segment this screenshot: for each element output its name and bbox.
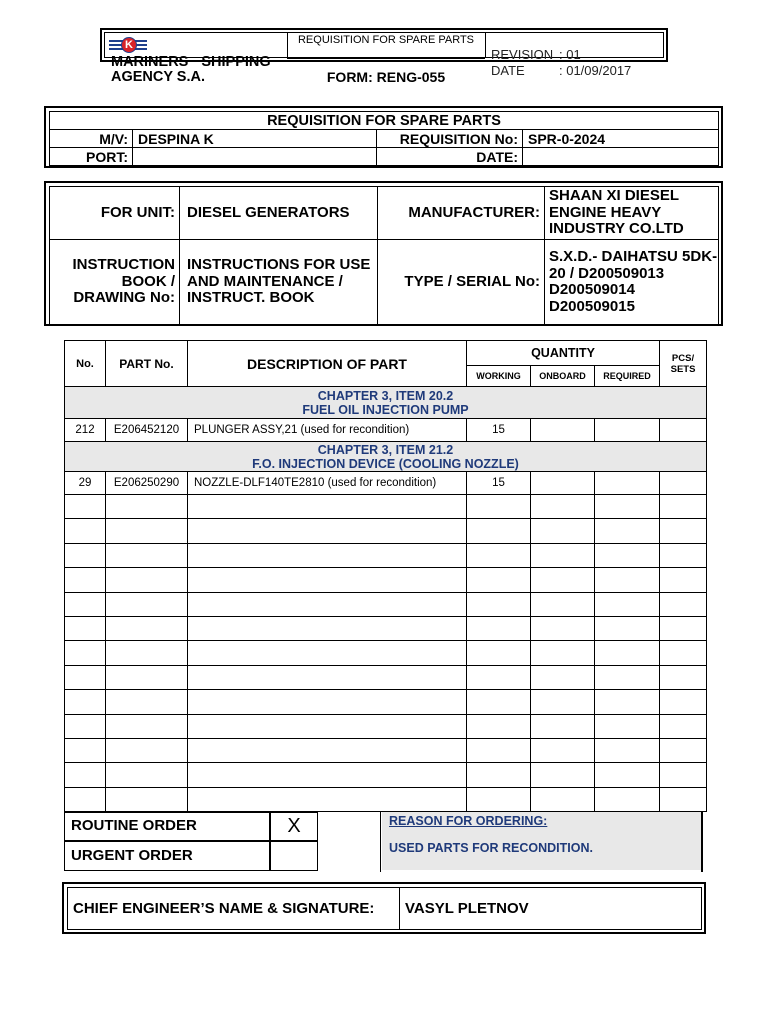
cell-part-no[interactable]: [106, 616, 188, 640]
cell-pcs-sets[interactable]: [660, 787, 707, 811]
cell-onboard[interactable]: [531, 419, 595, 442]
cell-part-no[interactable]: [106, 543, 188, 567]
cell-part-no[interactable]: [106, 690, 188, 714]
cell-part-no[interactable]: [106, 592, 188, 616]
cell-pcs-sets[interactable]: [660, 616, 707, 640]
cell-onboard[interactable]: [531, 665, 595, 689]
cell-required[interactable]: [595, 472, 660, 495]
table-row: [65, 592, 707, 616]
table-row: [65, 763, 707, 787]
urgent-order-label: URGENT ORDER: [64, 841, 270, 871]
requisition-box: [44, 106, 723, 168]
order-section: [64, 812, 706, 872]
company-cell: [105, 33, 288, 85]
cell-pcs-sets[interactable]: [660, 543, 707, 567]
chapter-heading: CHAPTER 3, ITEM 20.2 FUEL OIL INJECTION PUMP: [65, 387, 707, 419]
cell-no[interactable]: 212: [65, 419, 106, 442]
mv-value[interactable]: DESPINA K: [133, 130, 377, 148]
form-title-cell: [287, 33, 486, 85]
for-unit-label: FOR UNIT:: [50, 187, 180, 240]
cell-working[interactable]: 15: [467, 472, 531, 495]
date-row: DATE : 01/09/2017: [491, 63, 632, 78]
cell-no[interactable]: [65, 495, 106, 519]
cell-onboard[interactable]: [531, 690, 595, 714]
cell-required[interactable]: [595, 763, 660, 787]
cell-no[interactable]: [65, 519, 106, 543]
cell-onboard[interactable]: [531, 495, 595, 519]
cell-onboard[interactable]: [531, 519, 595, 543]
urgent-order-checkbox[interactable]: [270, 841, 318, 871]
cell-no[interactable]: [65, 787, 106, 811]
cell-pcs-sets[interactable]: [660, 568, 707, 592]
cell-onboard[interactable]: [531, 616, 595, 640]
form-header: [100, 28, 668, 85]
cell-pcs-sets[interactable]: [660, 738, 707, 762]
cell-required[interactable]: [595, 419, 660, 442]
cell-part-no[interactable]: [106, 763, 188, 787]
requisition-no-value[interactable]: SPR-0-2024: [523, 130, 719, 148]
cell-working[interactable]: [467, 616, 531, 640]
port-value[interactable]: [133, 148, 377, 166]
col-part-no-header: PART No.: [106, 341, 188, 387]
cell-onboard[interactable]: [531, 543, 595, 567]
cell-part-no[interactable]: E206452120: [106, 419, 188, 442]
cell-working[interactable]: [467, 714, 531, 738]
mv-label: M/V:: [50, 130, 133, 148]
cell-working[interactable]: [467, 787, 531, 811]
cell-part-no[interactable]: [106, 568, 188, 592]
cell-description[interactable]: [188, 738, 467, 762]
col-description-header: DESCRIPTION OF PART: [188, 341, 467, 387]
cell-onboard[interactable]: [531, 763, 595, 787]
cell-onboard[interactable]: [531, 641, 595, 665]
cell-working[interactable]: [467, 641, 531, 665]
cell-description[interactable]: [188, 543, 467, 567]
cell-working[interactable]: [467, 665, 531, 689]
cell-description[interactable]: [188, 495, 467, 519]
cell-description[interactable]: [188, 519, 467, 543]
cell-no[interactable]: [65, 738, 106, 762]
cell-working[interactable]: [467, 763, 531, 787]
table-row: [65, 665, 707, 689]
cell-working[interactable]: [467, 690, 531, 714]
cell-description[interactable]: [188, 690, 467, 714]
col-quantity-header: QUANTITY: [467, 341, 660, 366]
port-label: PORT:: [50, 148, 133, 166]
cell-required[interactable]: [595, 495, 660, 519]
cell-part-no[interactable]: [106, 641, 188, 665]
cell-required[interactable]: [595, 641, 660, 665]
signature-box: [62, 882, 706, 934]
cell-pcs-sets[interactable]: [660, 519, 707, 543]
cell-part-no[interactable]: [106, 519, 188, 543]
cell-onboard[interactable]: [531, 592, 595, 616]
company-name: MARINERS SHIPPING AGENCY S.A.: [111, 54, 271, 85]
cell-part-no[interactable]: E206250290: [106, 472, 188, 495]
col-working-header: WORKING: [467, 366, 531, 387]
instruction-book-value[interactable]: INSTRUCTIONS FOR USE AND MAINTENANCE / INSTRUCT. BOOK: [180, 240, 378, 325]
cell-working[interactable]: 15: [467, 419, 531, 442]
cell-part-no[interactable]: [106, 787, 188, 811]
cell-description[interactable]: PLUNGER ASSY,21 (used for recondition): [188, 419, 467, 442]
cell-onboard[interactable]: [531, 568, 595, 592]
cell-pcs-sets[interactable]: [660, 472, 707, 495]
form-title: REQUISITION FOR SPARE PARTS: [287, 33, 485, 59]
cell-no[interactable]: [65, 592, 106, 616]
cell-part-no[interactable]: [106, 738, 188, 762]
revision-row: REVISION : 01: [491, 47, 581, 62]
type-serial-value[interactable]: S.X.D.- DAIHATSU 5DK-20 / D200509013 D200509014 D200509015: [545, 240, 719, 325]
cell-description[interactable]: [188, 568, 467, 592]
table-row: [65, 738, 707, 762]
company-logo-icon: K: [109, 37, 147, 53]
cell-required[interactable]: [595, 616, 660, 640]
cell-description[interactable]: [188, 592, 467, 616]
cell-no[interactable]: [65, 714, 106, 738]
cell-onboard[interactable]: [531, 714, 595, 738]
table-row: [65, 472, 707, 495]
table-row: [65, 568, 707, 592]
reason-value[interactable]: USED PARTS FOR RECONDITION.: [389, 841, 593, 855]
cell-onboard[interactable]: [531, 787, 595, 811]
cell-pcs-sets[interactable]: [660, 641, 707, 665]
table-row: [65, 519, 707, 543]
col-onboard-header: ONBOARD: [531, 366, 595, 387]
cell-part-no[interactable]: [106, 714, 188, 738]
cell-working[interactable]: [467, 738, 531, 762]
cell-no[interactable]: [65, 690, 106, 714]
cell-required[interactable]: [595, 592, 660, 616]
table-row: [65, 419, 707, 442]
manufacturer-value[interactable]: SHAAN XI DIESEL ENGINE HEAVY INDUSTRY CO.LTD: [545, 187, 719, 240]
col-pcs-sets-header: PCS/ SETS: [660, 341, 707, 387]
table-row: [65, 616, 707, 640]
cell-required[interactable]: [595, 665, 660, 689]
revision-cell: [485, 33, 663, 78]
reason-for-ordering: [382, 812, 702, 870]
cell-working[interactable]: [467, 495, 531, 519]
cell-pcs-sets[interactable]: [660, 690, 707, 714]
cell-no[interactable]: [65, 568, 106, 592]
parts-table: [64, 340, 707, 812]
cell-working[interactable]: [467, 568, 531, 592]
cell-description[interactable]: [188, 714, 467, 738]
cell-description[interactable]: [188, 641, 467, 665]
cell-required[interactable]: [595, 543, 660, 567]
manufacturer-label: MANUFACTURER:: [378, 187, 545, 240]
cell-no[interactable]: 29: [65, 472, 106, 495]
cell-pcs-sets[interactable]: [660, 592, 707, 616]
routine-order-checkbox[interactable]: X: [270, 812, 318, 841]
cell-description[interactable]: [188, 616, 467, 640]
cell-required[interactable]: [595, 519, 660, 543]
chapter-heading: CHAPTER 3, ITEM 21.2 F.O. INJECTION DEVICE (COOLING NOZZLE): [65, 442, 707, 472]
cell-no[interactable]: [65, 641, 106, 665]
cell-required[interactable]: [595, 690, 660, 714]
chief-engineer-label: CHIEF ENGINEER’S NAME & SIGNATURE:: [68, 888, 400, 930]
table-row: [65, 543, 707, 567]
cell-description[interactable]: NOZZLE-DLF140TE2810 (used for recondition): [188, 472, 467, 495]
type-serial-label: TYPE / SERIAL No:: [378, 240, 545, 325]
cell-required[interactable]: [595, 787, 660, 811]
reason-label: REASON FOR ORDERING:: [389, 814, 548, 828]
table-row: [65, 787, 707, 811]
cell-description[interactable]: [188, 787, 467, 811]
routine-order-label: ROUTINE ORDER: [64, 812, 270, 841]
table-row: [65, 641, 707, 665]
cell-no[interactable]: [65, 616, 106, 640]
cell-no[interactable]: [65, 763, 106, 787]
cell-onboard[interactable]: [531, 738, 595, 762]
cell-working[interactable]: [467, 592, 531, 616]
col-required-header: REQUIRED: [595, 366, 660, 387]
requisition-title: REQUISITION FOR SPARE PARTS: [50, 112, 719, 130]
requisition-no-label: REQUISITION No:: [377, 130, 523, 148]
cell-no[interactable]: [65, 543, 106, 567]
form-code: FORM: RENG-055: [326, 69, 446, 85]
cell-pcs-sets[interactable]: [660, 714, 707, 738]
cell-pcs-sets[interactable]: [660, 419, 707, 442]
cell-onboard[interactable]: [531, 472, 595, 495]
cell-no[interactable]: [65, 665, 106, 689]
for-unit-value[interactable]: DIESEL GENERATORS: [180, 187, 378, 240]
cell-part-no[interactable]: [106, 665, 188, 689]
cell-required[interactable]: [595, 738, 660, 762]
cell-pcs-sets[interactable]: [660, 665, 707, 689]
cell-working[interactable]: [467, 543, 531, 567]
chief-engineer-value[interactable]: VASYL PLETNOV: [400, 888, 702, 930]
col-no-header: No.: [65, 341, 106, 387]
cell-part-no[interactable]: [106, 495, 188, 519]
cell-required[interactable]: [595, 714, 660, 738]
unit-box: [44, 181, 723, 326]
table-row: [65, 495, 707, 519]
date-value[interactable]: [523, 148, 719, 166]
cell-description[interactable]: [188, 665, 467, 689]
cell-pcs-sets[interactable]: [660, 763, 707, 787]
cell-required[interactable]: [595, 568, 660, 592]
cell-description[interactable]: [188, 763, 467, 787]
cell-working[interactable]: [467, 519, 531, 543]
instruction-book-label: INSTRUCTION BOOK / DRAWING No:: [50, 240, 180, 325]
date-label: DATE:: [377, 148, 523, 166]
table-row: [65, 690, 707, 714]
cell-pcs-sets[interactable]: [660, 495, 707, 519]
table-row: [65, 714, 707, 738]
